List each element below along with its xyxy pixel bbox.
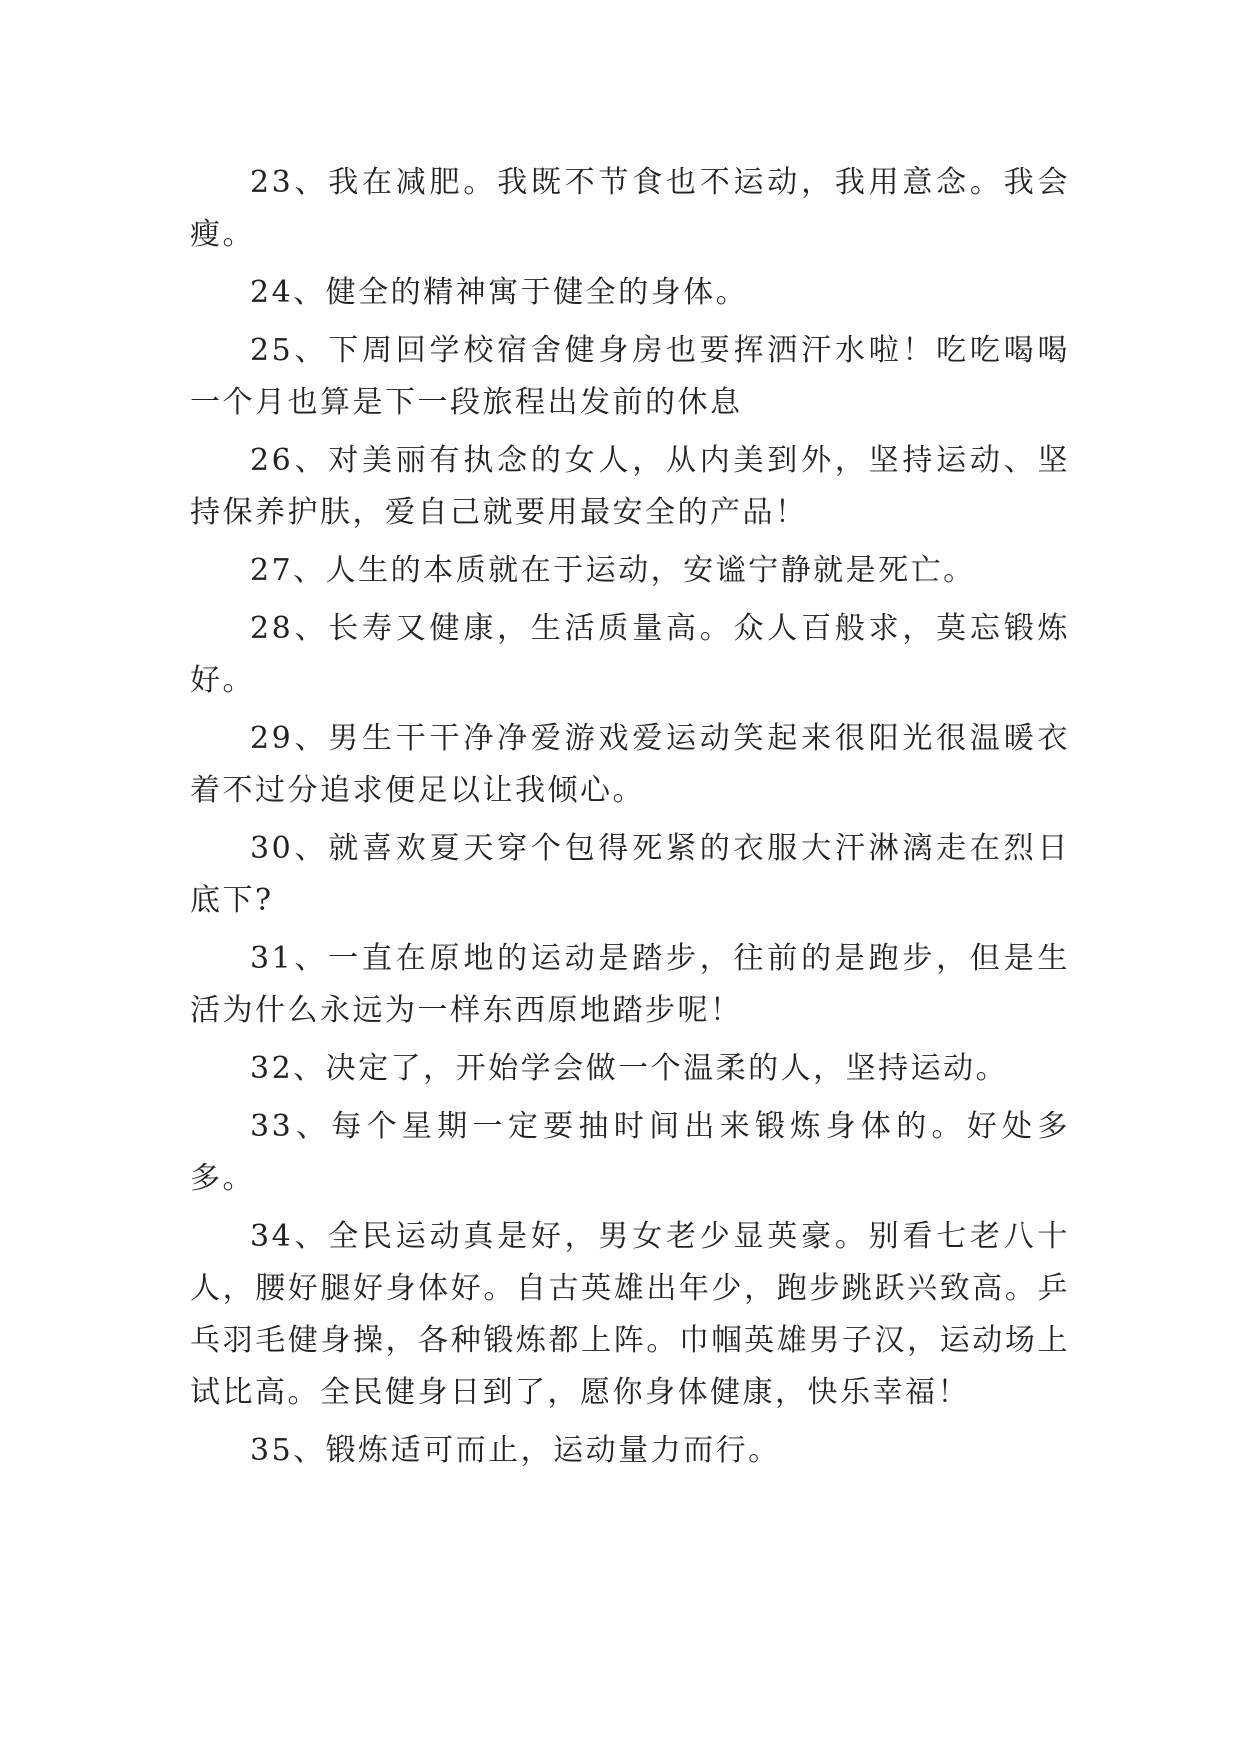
- paragraph-35: 35、锻炼适可而止，运动量力而行。: [250, 1433, 781, 1468]
- paragraph-33: 33、每个星期一定要抽时间出来锻炼身体的。好处多多。: [190, 1109, 1070, 1196]
- paragraph-25: 25、下周回学校宿舍健身房也要挥洒汗水啦！吃吃喝喝一个月也算是下一段旅程出发前的休息: [190, 333, 1070, 420]
- paragraph-27: 27、人生的本质就在于运动，安谧宁静就是死亡。: [250, 553, 976, 588]
- paragraph-30: 30、就喜欢夏天穿个包得死紧的衣服大汗淋漓走在烈日底下?: [190, 831, 1070, 918]
- paragraph-31: 31、一直在原地的运动是踏步，往前的是跑步，但是生活为什么永远为一样东西原地踏步呢！: [190, 941, 1070, 1028]
- paragraph-28: 28、长寿又健康，生活质量高。众人百般求，莫忘锻炼好。: [190, 611, 1070, 698]
- paragraph-34: 34、全民运动真是好，男女老少显英豪。别看七老八十人，腰好腿好身体好。自古英雄出年少，跑步跳跃兴致高。乒乓羽毛健身操，各种锻炼都上阵。巾帼英雄男子汉，运动场上试比高。全民健身日到了，愿你身体健康，快乐幸福！: [190, 1219, 1070, 1410]
- paragraph-26: 26、对美丽有执念的女人，从内美到外，坚持运动、坚持保养护肤，爱自己就要用最安全的产品！: [190, 443, 1070, 530]
- document-body: [190, 157, 1070, 1483]
- paragraph-23: 23、我在减肥。我既不节食也不运动，我用意念。我会瘦。: [190, 165, 1070, 252]
- paragraph-29: 29、男生干干净净爱游戏爱运动笑起来很阳光很温暖衣着不过分追求便足以让我倾心。: [190, 721, 1070, 808]
- paragraph-24: 24、健全的精神寓于健全的身体。: [250, 275, 749, 310]
- paragraph-32: 32、决定了，开始学会做一个温柔的人，坚持运动。: [250, 1051, 1009, 1086]
